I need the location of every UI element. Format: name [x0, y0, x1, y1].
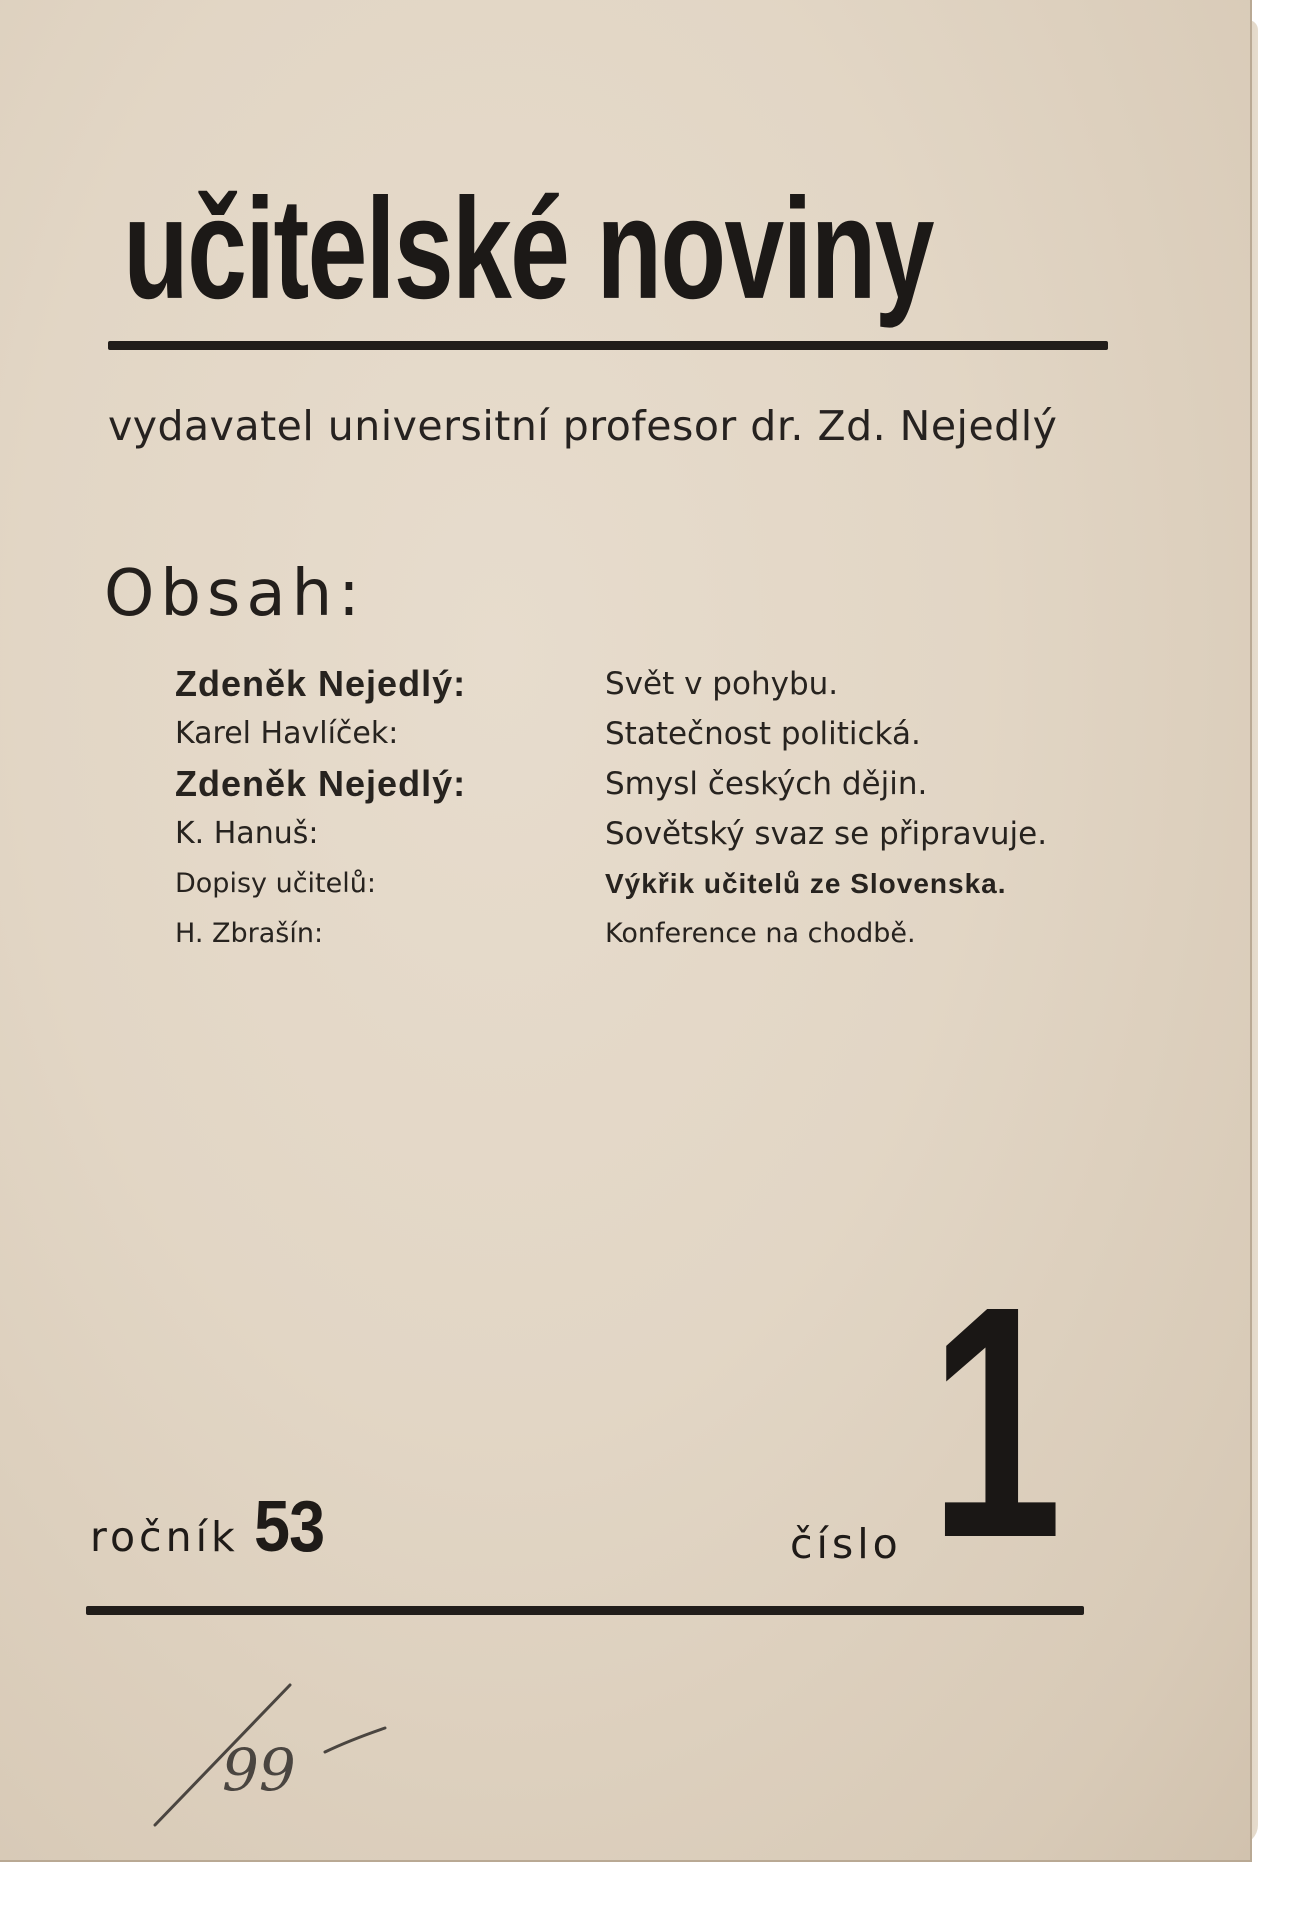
toc-item	[175, 712, 1135, 762]
volume-number: 53	[253, 1487, 325, 1567]
issue-label: číslo	[790, 1520, 902, 1568]
toc-item	[175, 762, 1135, 812]
table-of-contents	[175, 662, 1135, 962]
handwritten-note	[150, 1680, 410, 1830]
publisher-line: vydavatel universitní profesor dr. Zd. Nejedlý	[108, 402, 1058, 450]
masthead-rule	[108, 341, 1108, 350]
toc-title: Smysl českých dějin.	[605, 766, 928, 802]
issue-number: 1	[930, 1237, 1063, 1606]
toc-title: Výkřik učitelů ze Slovenska.	[605, 868, 1007, 899]
volume-info	[90, 1486, 332, 1568]
toc-author: K. Hanuš:	[175, 816, 319, 851]
volume-label: ročník	[90, 1513, 239, 1561]
toc-author: Zdeněk Nejedlý:	[175, 663, 467, 704]
toc-item	[175, 662, 1135, 712]
toc-title: Svět v pohybu.	[605, 666, 839, 702]
masthead-title: učitelské noviny	[123, 169, 933, 330]
toc-author: H. Zbrašín:	[175, 918, 324, 949]
contents-heading: Obsah:	[104, 557, 366, 631]
toc-item	[175, 912, 1135, 962]
toc-title: Konference na chodbě.	[605, 918, 916, 949]
toc-item	[175, 812, 1135, 862]
handwritten-number: 99	[222, 1736, 296, 1804]
footer-rule	[86, 1606, 1084, 1615]
toc-author: Zdeněk Nejedlý:	[175, 763, 467, 804]
toc-title: Sovětský svaz se připravuje.	[605, 816, 1048, 852]
toc-item	[175, 862, 1135, 912]
toc-title: Statečnost politická.	[605, 716, 921, 752]
toc-author: Karel Havlíček:	[175, 716, 399, 751]
toc-author: Dopisy učitelů:	[175, 868, 376, 899]
